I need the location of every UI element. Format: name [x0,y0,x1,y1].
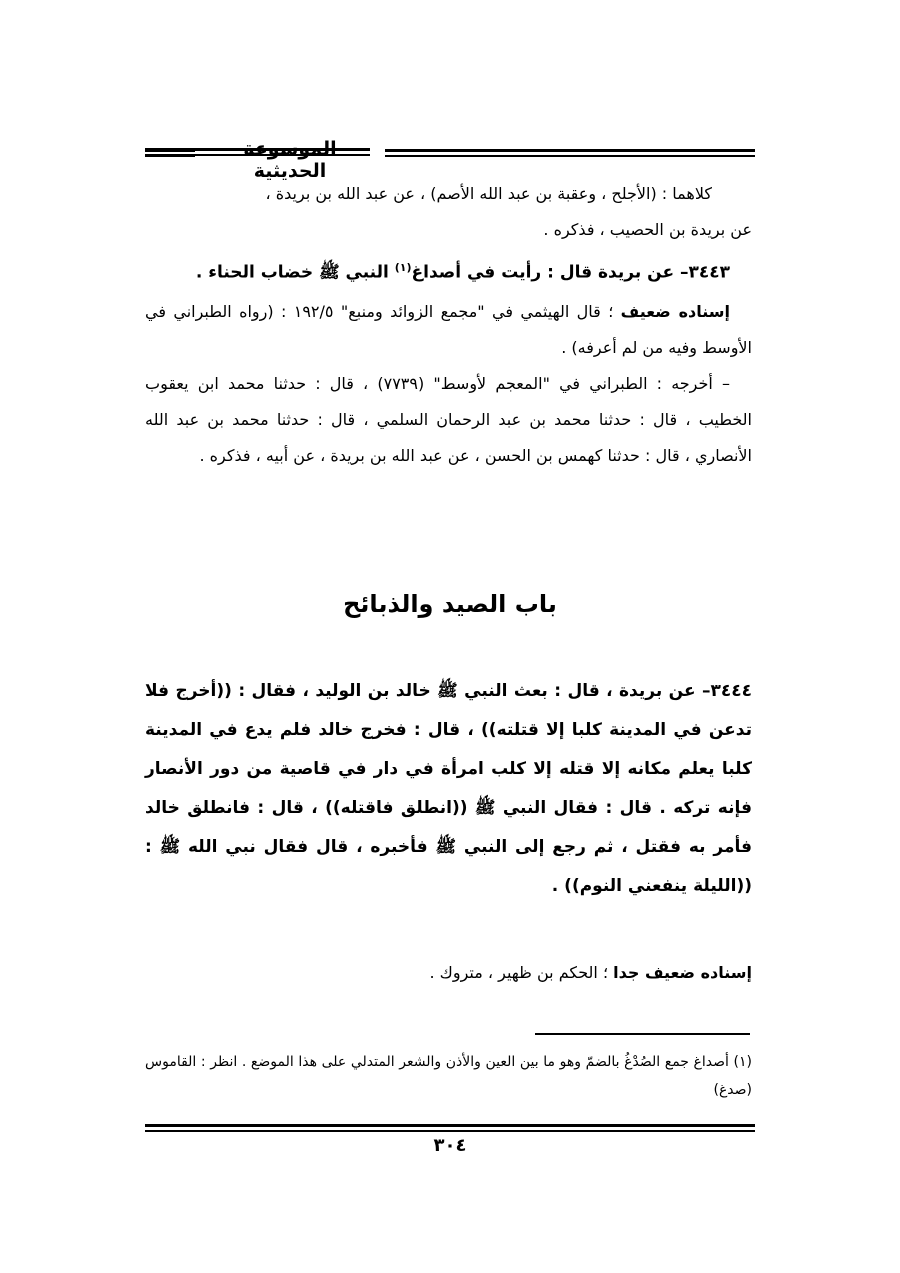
hadith-3443 [145,250,752,291]
hadith-3443-text: ٣٤٤٣– عن بريدة قال : رأيت في أصداغ [411,262,730,283]
takhrij-3443 [145,366,752,474]
isnad-line-2: عن بريدة بن الحصيب ، فذكره . [543,220,752,239]
footnote-ref-1: (١) [394,261,412,274]
chapter-title: باب الصيد والذبائح [343,590,557,618]
footer-rule-bottom [145,1130,755,1132]
grading-3444 [145,955,752,991]
takhrij-3443-text: – أخرجه : الطبراني في "المعجم لأوسط" (٧٧٣٩) ، قال : حدثنا محمد ابن يعقوب الخطيب ، قال : حدثنا محمد بن عبد الرحمان السلمي ، قال : حدثنا محمد بن عبد الله الأنصاري ، قال : حدثنا كهمس بن الحسن ، عن عبد الله بن بريدة ، عن أبيه ، فذكره . [145,374,752,465]
footer-rule-top [145,1124,755,1127]
grading-3443-text: ؛ قال الهيثمي في "مجمع الزوائد ومنبع" ١٩٢/٥ : (رواه الطبراني في الأوسط وفيه من لم أعرفه) . [145,302,752,357]
header-rule-long-top [385,149,755,152]
hadith-3443-text-end: النبي ﷺ خضاب الحناء . [195,262,395,283]
header-rule-long-bottom [385,155,755,157]
running-header-title-visible: الموسوعة الحديثية [243,138,337,182]
grading-3443-label: إسناده ضعيف [620,302,731,321]
isnad-continuation [145,176,752,248]
hadith-3444-text: ٣٤٤٤– عن بريدة ، قال : بعث النبي ﷺ خالد بن الوليد ، فقال : ((أخرج فلا تدعن في المدينة كلبا إلا قتلته)) ، قال : فخرج خالد فلم يدع في المدينة كلبا يعلم مكانه إلا قتله إلا كلب امرأة في دار في قاصية من دور الأنصار فإنه تركه . قال : فقال النبي ﷺ ((انطلق فاقتله)) ، قال : فانطلق خالد فأمر به فقتل ، ثم رجع إلى النبي ﷺ فأخبره ، قال فقال نبي الله ﷺ : ((الليلة ينفعني النوم)) . [145,681,752,896]
isnad-line-1: كلاهما : (الأجلح ، وعقبة بن عبد الله الأصم) ، عن عبد الله بن بريدة ، [265,184,712,203]
grading-3443 [145,294,752,366]
header-rule-short-top [145,149,195,152]
grading-3444-text: ؛ الحكم بن ظهير ، متروك . [429,963,614,982]
footnote-1: (١) أصداغ جمع الصُدْغُ بالضمّ وهو ما بين العين والأذن والشعر المتدلي على هذا الموضع . انظر : القاموس (صدغ) [145,1054,752,1098]
grading-3444-label: إسناده ضعيف جدا [613,963,752,982]
page-number: ٣٠٤ [433,1135,467,1156]
header-rule-short-bottom [145,155,195,157]
hadith-3444 [145,672,752,906]
footnote-separator [535,1033,750,1035]
